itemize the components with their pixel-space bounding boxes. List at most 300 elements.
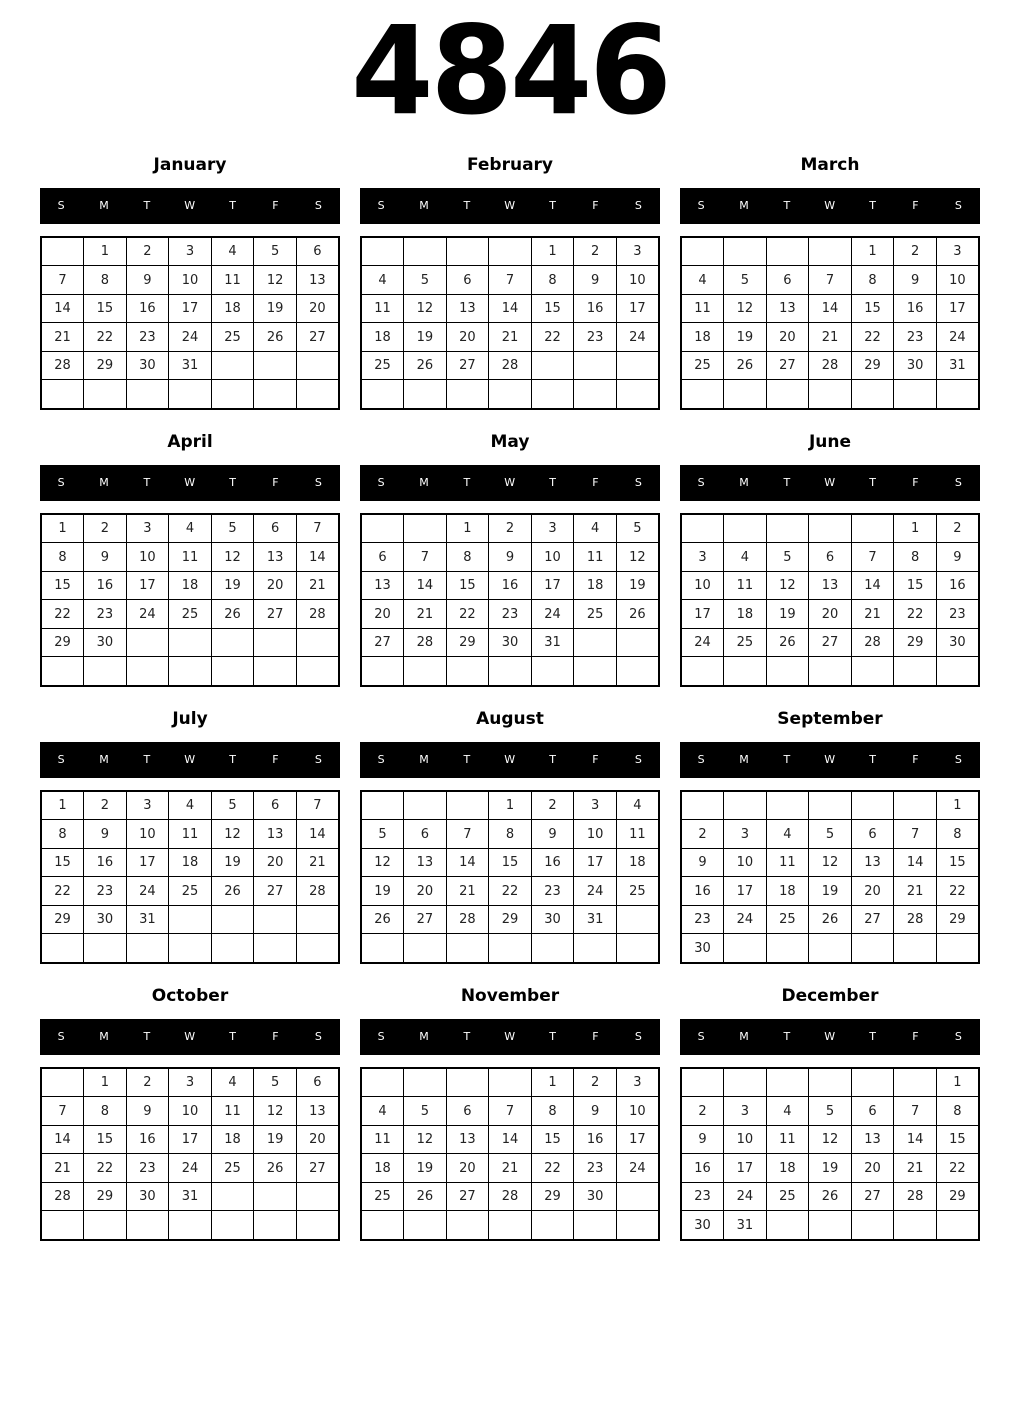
day-cell: 20 xyxy=(296,294,339,323)
week-row xyxy=(361,380,659,409)
empty-cell xyxy=(361,380,404,409)
week-row xyxy=(681,600,979,629)
weekday-label: T xyxy=(143,476,151,490)
day-cell: 27 xyxy=(851,905,894,934)
week-row xyxy=(41,380,339,409)
day-cell: 8 xyxy=(936,820,979,849)
day-cell: 13 xyxy=(809,571,852,600)
day-cell: 17 xyxy=(936,294,979,323)
day-cell: 10 xyxy=(574,820,617,849)
day-cell: 9 xyxy=(936,543,979,572)
empty-cell xyxy=(894,791,937,820)
week-row xyxy=(41,351,339,380)
weekday-label: F xyxy=(592,476,600,490)
day-cell: 6 xyxy=(809,543,852,572)
day-cell: 19 xyxy=(211,571,254,600)
day-cell: 20 xyxy=(254,848,297,877)
day-cell: 16 xyxy=(574,1125,617,1154)
empty-cell xyxy=(296,628,339,657)
empty-cell xyxy=(681,514,724,543)
day-cell: 27 xyxy=(404,905,447,934)
empty-cell xyxy=(724,934,767,963)
day-cell: 7 xyxy=(489,266,532,295)
weekday-label: S xyxy=(634,199,643,213)
empty-cell xyxy=(254,1182,297,1211)
day-cell: 15 xyxy=(446,571,489,600)
day-cell: 23 xyxy=(574,1154,617,1183)
day-cell: 9 xyxy=(574,1097,617,1126)
empty-cell xyxy=(169,657,212,686)
empty-cell xyxy=(766,237,809,266)
week-row xyxy=(41,657,339,686)
empty-cell xyxy=(404,934,447,963)
day-cell: 2 xyxy=(894,237,937,266)
weekday-label: S xyxy=(57,1030,66,1044)
day-cell: 5 xyxy=(404,266,447,295)
empty-cell xyxy=(489,1211,532,1240)
empty-cell xyxy=(254,628,297,657)
empty-cell xyxy=(616,1211,659,1240)
week-row xyxy=(41,1125,339,1154)
month-name: November xyxy=(460,985,560,1006)
day-cell: 13 xyxy=(446,294,489,323)
weekday-label: S xyxy=(634,1030,643,1044)
day-cell: 25 xyxy=(724,628,767,657)
empty-cell xyxy=(936,934,979,963)
weekday-label: T xyxy=(229,753,237,767)
empty-cell xyxy=(574,934,617,963)
day-cell: 15 xyxy=(41,571,84,600)
month-name: June xyxy=(808,431,852,452)
empty-cell xyxy=(254,934,297,963)
day-cell: 2 xyxy=(681,1097,724,1126)
empty-cell xyxy=(724,791,767,820)
week-row xyxy=(361,657,659,686)
week-row xyxy=(41,877,339,906)
day-cell: 16 xyxy=(681,1154,724,1183)
weekday-label: W xyxy=(824,1030,836,1044)
day-cell: 25 xyxy=(211,1154,254,1183)
day-cell: 9 xyxy=(574,266,617,295)
empty-cell xyxy=(681,237,724,266)
day-cell: 10 xyxy=(169,266,212,295)
week-row xyxy=(681,351,979,380)
weekday-label: S xyxy=(954,1030,963,1044)
day-cell: 22 xyxy=(851,323,894,352)
weekday-label: S xyxy=(314,1030,323,1044)
day-cell: 10 xyxy=(724,848,767,877)
empty-cell xyxy=(851,934,894,963)
day-cell: 4 xyxy=(211,1068,254,1097)
week-row xyxy=(361,323,659,352)
week-row xyxy=(41,571,339,600)
day-cell: 12 xyxy=(766,571,809,600)
day-cell: 11 xyxy=(169,543,212,572)
day-cell: 26 xyxy=(361,905,404,934)
month-days-table xyxy=(680,790,980,964)
day-cell: 19 xyxy=(211,848,254,877)
week-row xyxy=(361,1068,659,1097)
empty-cell xyxy=(724,380,767,409)
day-cell: 30 xyxy=(84,628,127,657)
day-cell: 21 xyxy=(489,1154,532,1183)
day-cell: 16 xyxy=(84,571,127,600)
day-cell: 22 xyxy=(894,600,937,629)
day-cell: 11 xyxy=(766,848,809,877)
empty-cell xyxy=(936,380,979,409)
day-cell: 15 xyxy=(489,848,532,877)
day-cell: 17 xyxy=(169,1125,212,1154)
day-cell: 4 xyxy=(361,1097,404,1126)
weekday-label: S xyxy=(377,199,386,213)
day-cell: 3 xyxy=(616,237,659,266)
day-cell: 30 xyxy=(84,905,127,934)
day-cell: 31 xyxy=(169,351,212,380)
weekday-label: T xyxy=(869,1030,877,1044)
day-cell: 24 xyxy=(616,323,659,352)
empty-cell xyxy=(126,934,169,963)
day-cell: 24 xyxy=(616,1154,659,1183)
empty-cell xyxy=(361,1211,404,1240)
day-cell: 27 xyxy=(446,1182,489,1211)
day-cell: 20 xyxy=(851,1154,894,1183)
weekday-label: T xyxy=(869,199,877,213)
day-cell: 10 xyxy=(126,820,169,849)
day-cell: 27 xyxy=(766,351,809,380)
empty-cell xyxy=(851,1068,894,1097)
empty-cell xyxy=(616,934,659,963)
empty-cell xyxy=(254,1211,297,1240)
weekday-label: S xyxy=(57,753,66,767)
empty-cell xyxy=(84,1211,127,1240)
week-row xyxy=(681,1211,979,1240)
empty-cell xyxy=(489,934,532,963)
week-row xyxy=(361,905,659,934)
day-cell: 28 xyxy=(489,351,532,380)
week-row xyxy=(681,1125,979,1154)
day-cell: 11 xyxy=(211,266,254,295)
week-row xyxy=(41,1154,339,1183)
day-cell: 14 xyxy=(296,820,339,849)
day-cell: 26 xyxy=(404,1182,447,1211)
day-cell: 12 xyxy=(254,1097,297,1126)
day-cell: 25 xyxy=(574,600,617,629)
day-cell: 26 xyxy=(766,628,809,657)
weekday-label: M xyxy=(99,753,110,767)
empty-cell xyxy=(766,514,809,543)
weekday-label: M xyxy=(739,199,750,213)
day-cell: 4 xyxy=(766,820,809,849)
day-cell: 4 xyxy=(724,543,767,572)
week-row xyxy=(41,1211,339,1240)
empty-cell xyxy=(169,380,212,409)
day-cell: 1 xyxy=(84,237,127,266)
weekday-label: F xyxy=(912,199,920,213)
day-cell: 25 xyxy=(169,877,212,906)
day-cell: 5 xyxy=(254,237,297,266)
day-cell: 1 xyxy=(936,1068,979,1097)
week-row xyxy=(361,1154,659,1183)
weekday-label: F xyxy=(912,1030,920,1044)
day-cell: 14 xyxy=(446,848,489,877)
empty-cell xyxy=(809,1068,852,1097)
day-cell: 27 xyxy=(254,600,297,629)
day-cell: 22 xyxy=(531,1154,574,1183)
weekday-label: F xyxy=(272,1030,280,1044)
empty-cell xyxy=(489,657,532,686)
day-cell: 26 xyxy=(809,1182,852,1211)
empty-cell xyxy=(446,1211,489,1240)
day-cell: 13 xyxy=(254,820,297,849)
weekday-label: F xyxy=(912,476,920,490)
month-days-table xyxy=(680,236,980,410)
month-june xyxy=(680,431,980,687)
year-title: 4846 xyxy=(351,0,669,142)
day-cell: 22 xyxy=(41,877,84,906)
month-december xyxy=(680,985,980,1241)
month-days-table xyxy=(680,513,980,687)
week-row xyxy=(41,237,339,266)
empty-cell xyxy=(936,1211,979,1240)
empty-cell xyxy=(296,905,339,934)
day-cell: 11 xyxy=(169,820,212,849)
day-cell: 2 xyxy=(126,237,169,266)
day-cell: 26 xyxy=(211,600,254,629)
day-cell: 18 xyxy=(361,1154,404,1183)
day-cell: 11 xyxy=(766,1125,809,1154)
day-cell: 8 xyxy=(41,543,84,572)
week-row xyxy=(681,934,979,963)
week-row xyxy=(41,934,339,963)
weekday-label: T xyxy=(229,476,237,490)
weekday-header-bar xyxy=(40,465,340,501)
day-cell: 1 xyxy=(531,237,574,266)
empty-cell xyxy=(724,514,767,543)
week-row xyxy=(361,543,659,572)
day-cell: 29 xyxy=(894,628,937,657)
day-cell: 12 xyxy=(616,543,659,572)
day-cell: 3 xyxy=(936,237,979,266)
empty-cell xyxy=(296,380,339,409)
day-cell: 29 xyxy=(531,1182,574,1211)
day-cell: 9 xyxy=(126,1097,169,1126)
day-cell: 7 xyxy=(296,791,339,820)
empty-cell xyxy=(404,514,447,543)
day-cell: 9 xyxy=(489,543,532,572)
empty-cell xyxy=(169,905,212,934)
empty-cell xyxy=(211,934,254,963)
day-cell: 3 xyxy=(681,543,724,572)
month-days-table xyxy=(40,1067,340,1241)
day-cell: 29 xyxy=(489,905,532,934)
empty-cell xyxy=(41,380,84,409)
day-cell: 17 xyxy=(531,571,574,600)
day-cell: 15 xyxy=(41,848,84,877)
day-cell: 15 xyxy=(936,1125,979,1154)
day-cell: 14 xyxy=(851,571,894,600)
week-row xyxy=(41,791,339,820)
day-cell: 15 xyxy=(531,294,574,323)
empty-cell xyxy=(531,1211,574,1240)
day-cell: 19 xyxy=(616,571,659,600)
week-row xyxy=(41,1068,339,1097)
month-july xyxy=(40,708,340,964)
day-cell: 18 xyxy=(766,877,809,906)
week-row xyxy=(681,791,979,820)
empty-cell xyxy=(809,514,852,543)
weekday-label: T xyxy=(143,199,151,213)
day-cell: 19 xyxy=(766,600,809,629)
empty-cell xyxy=(574,628,617,657)
empty-cell xyxy=(616,380,659,409)
empty-cell xyxy=(616,657,659,686)
day-cell: 23 xyxy=(894,323,937,352)
day-cell: 5 xyxy=(766,543,809,572)
empty-cell xyxy=(84,657,127,686)
day-cell: 14 xyxy=(404,571,447,600)
empty-cell xyxy=(446,657,489,686)
day-cell: 19 xyxy=(254,294,297,323)
week-row xyxy=(361,1097,659,1126)
day-cell: 13 xyxy=(446,1125,489,1154)
day-cell: 18 xyxy=(169,848,212,877)
week-row xyxy=(681,1097,979,1126)
weekday-label: T xyxy=(549,476,557,490)
day-cell: 30 xyxy=(936,628,979,657)
empty-cell xyxy=(211,1211,254,1240)
day-cell: 21 xyxy=(894,877,937,906)
weekday-label: W xyxy=(824,476,836,490)
empty-cell xyxy=(404,1211,447,1240)
empty-cell xyxy=(766,791,809,820)
month-april xyxy=(40,431,340,687)
day-cell: 11 xyxy=(361,1125,404,1154)
day-cell: 4 xyxy=(681,266,724,295)
day-cell: 23 xyxy=(84,877,127,906)
empty-cell xyxy=(851,514,894,543)
day-cell: 25 xyxy=(361,351,404,380)
empty-cell xyxy=(169,1211,212,1240)
empty-cell xyxy=(84,934,127,963)
day-cell: 10 xyxy=(126,543,169,572)
month-days-table xyxy=(360,236,660,410)
empty-cell xyxy=(296,1182,339,1211)
day-cell: 24 xyxy=(724,905,767,934)
day-cell: 23 xyxy=(126,323,169,352)
day-cell: 28 xyxy=(809,351,852,380)
month-february xyxy=(360,154,660,410)
day-cell: 21 xyxy=(296,571,339,600)
weekday-label: S xyxy=(314,476,323,490)
day-cell: 9 xyxy=(531,820,574,849)
day-cell: 11 xyxy=(361,294,404,323)
day-cell: 22 xyxy=(936,877,979,906)
day-cell: 14 xyxy=(489,294,532,323)
month-days-table xyxy=(680,1067,980,1241)
day-cell: 1 xyxy=(446,514,489,543)
day-cell: 2 xyxy=(936,514,979,543)
day-cell: 28 xyxy=(894,905,937,934)
day-cell: 30 xyxy=(489,628,532,657)
day-cell: 10 xyxy=(169,1097,212,1126)
day-cell: 14 xyxy=(489,1125,532,1154)
empty-cell xyxy=(169,934,212,963)
weekday-label: S xyxy=(954,476,963,490)
week-row xyxy=(361,237,659,266)
day-cell: 7 xyxy=(894,1097,937,1126)
day-cell: 10 xyxy=(531,543,574,572)
day-cell: 30 xyxy=(681,1211,724,1240)
empty-cell xyxy=(766,657,809,686)
empty-cell xyxy=(361,934,404,963)
day-cell: 1 xyxy=(531,1068,574,1097)
day-cell: 30 xyxy=(574,1182,617,1211)
day-cell: 5 xyxy=(809,820,852,849)
day-cell: 8 xyxy=(531,266,574,295)
day-cell: 22 xyxy=(446,600,489,629)
day-cell: 3 xyxy=(616,1068,659,1097)
day-cell: 6 xyxy=(851,1097,894,1126)
empty-cell xyxy=(724,1068,767,1097)
day-cell: 19 xyxy=(404,323,447,352)
day-cell: 12 xyxy=(361,848,404,877)
day-cell: 10 xyxy=(616,1097,659,1126)
empty-cell xyxy=(446,1068,489,1097)
day-cell: 29 xyxy=(41,905,84,934)
empty-cell xyxy=(446,791,489,820)
week-row xyxy=(41,543,339,572)
day-cell: 7 xyxy=(41,266,84,295)
empty-cell xyxy=(126,628,169,657)
day-cell: 13 xyxy=(296,1097,339,1126)
weekday-label: T xyxy=(143,753,151,767)
day-cell: 31 xyxy=(936,351,979,380)
day-cell: 20 xyxy=(446,323,489,352)
day-cell: 4 xyxy=(211,237,254,266)
day-cell: 6 xyxy=(404,820,447,849)
weekday-label: W xyxy=(184,476,196,490)
day-cell: 25 xyxy=(766,1182,809,1211)
weekday-label: T xyxy=(143,1030,151,1044)
day-cell: 16 xyxy=(126,1125,169,1154)
day-cell: 28 xyxy=(489,1182,532,1211)
day-cell: 21 xyxy=(41,1154,84,1183)
week-row xyxy=(361,294,659,323)
day-cell: 7 xyxy=(489,1097,532,1126)
day-cell: 16 xyxy=(489,571,532,600)
weekday-label: M xyxy=(99,476,110,490)
day-cell: 26 xyxy=(404,351,447,380)
day-cell: 18 xyxy=(616,848,659,877)
empty-cell xyxy=(574,380,617,409)
day-cell: 29 xyxy=(446,628,489,657)
day-cell: 24 xyxy=(126,600,169,629)
week-row xyxy=(361,266,659,295)
day-cell: 11 xyxy=(616,820,659,849)
day-cell: 7 xyxy=(446,820,489,849)
day-cell: 18 xyxy=(766,1154,809,1183)
day-cell: 6 xyxy=(766,266,809,295)
day-cell: 6 xyxy=(296,237,339,266)
weekday-label: M xyxy=(419,753,430,767)
week-row xyxy=(681,323,979,352)
day-cell: 2 xyxy=(531,791,574,820)
empty-cell xyxy=(681,380,724,409)
day-cell: 9 xyxy=(84,820,127,849)
weekday-label: F xyxy=(592,199,600,213)
month-august xyxy=(360,708,660,964)
day-cell: 19 xyxy=(724,323,767,352)
